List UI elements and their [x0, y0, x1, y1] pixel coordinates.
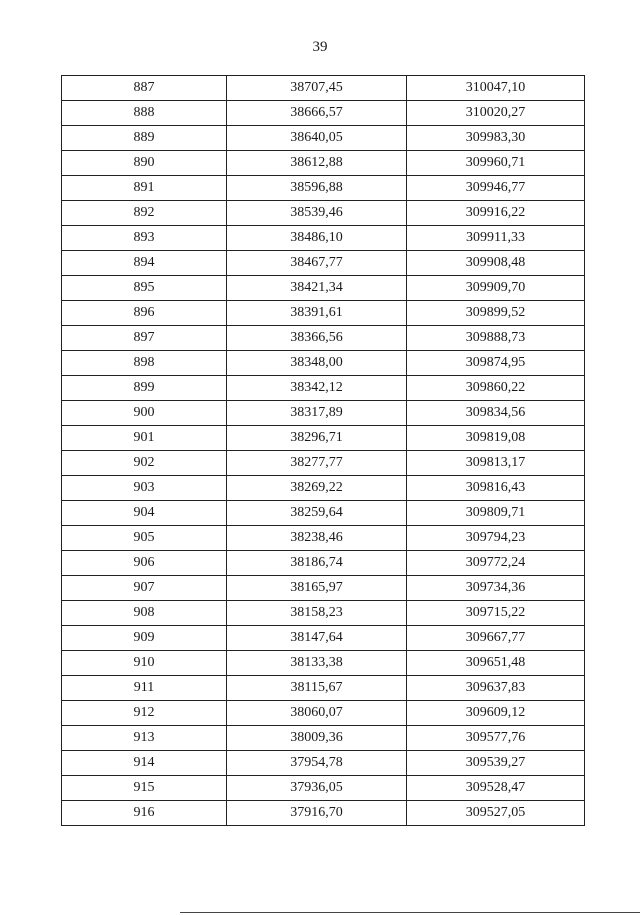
point-number-cell: 914 — [62, 751, 227, 776]
table-row — [62, 501, 585, 526]
y-coordinate-cell: 309772,24 — [407, 551, 585, 576]
point-number-cell: 915 — [62, 776, 227, 801]
table-row — [62, 751, 585, 776]
x-coordinate-cell: 38421,34 — [227, 276, 407, 301]
point-number-cell: 912 — [62, 701, 227, 726]
point-number-cell: 904 — [62, 501, 227, 526]
point-number-cell: 916 — [62, 801, 227, 826]
point-number-cell: 892 — [62, 201, 227, 226]
x-coordinate-cell: 38115,67 — [227, 676, 407, 701]
table-row — [62, 801, 585, 826]
y-coordinate-cell: 309539,27 — [407, 751, 585, 776]
point-number-cell: 907 — [62, 576, 227, 601]
y-coordinate-cell: 309908,48 — [407, 251, 585, 276]
table-row — [62, 151, 585, 176]
y-coordinate-cell: 309609,12 — [407, 701, 585, 726]
table-row — [62, 276, 585, 301]
table-row — [62, 576, 585, 601]
point-number-cell: 894 — [62, 251, 227, 276]
x-coordinate-cell: 38612,88 — [227, 151, 407, 176]
page-number: 39 — [312, 39, 328, 55]
table-row — [62, 376, 585, 401]
coordinates-table-body — [62, 76, 585, 826]
y-coordinate-cell: 310047,10 — [407, 76, 585, 101]
table-row — [62, 676, 585, 701]
x-coordinate-cell: 38158,23 — [227, 601, 407, 626]
table-row — [62, 426, 585, 451]
point-number-cell: 901 — [62, 426, 227, 451]
point-number-cell: 889 — [62, 126, 227, 151]
point-number-cell: 903 — [62, 476, 227, 501]
x-coordinate-cell: 38165,97 — [227, 576, 407, 601]
table-row — [62, 651, 585, 676]
x-coordinate-cell: 37954,78 — [227, 751, 407, 776]
y-coordinate-cell: 309819,08 — [407, 426, 585, 451]
x-coordinate-cell: 38186,74 — [227, 551, 407, 576]
x-coordinate-cell: 38391,61 — [227, 301, 407, 326]
bottom-divider — [180, 912, 640, 913]
y-coordinate-cell: 309715,22 — [407, 601, 585, 626]
point-number-cell: 888 — [62, 101, 227, 126]
y-coordinate-cell: 309860,22 — [407, 376, 585, 401]
y-coordinate-cell: 309667,77 — [407, 626, 585, 651]
point-number-cell: 906 — [62, 551, 227, 576]
y-coordinate-cell: 309816,43 — [407, 476, 585, 501]
table-row — [62, 451, 585, 476]
point-number-cell: 891 — [62, 176, 227, 201]
table-row — [62, 401, 585, 426]
table-row — [62, 126, 585, 151]
table-row — [62, 176, 585, 201]
table-row — [62, 701, 585, 726]
y-coordinate-cell: 309813,17 — [407, 451, 585, 476]
point-number-cell: 905 — [62, 526, 227, 551]
point-number-cell: 911 — [62, 676, 227, 701]
y-coordinate-cell: 309651,48 — [407, 651, 585, 676]
y-coordinate-cell: 309911,33 — [407, 226, 585, 251]
table-row — [62, 226, 585, 251]
point-number-cell: 898 — [62, 351, 227, 376]
y-coordinate-cell: 309528,47 — [407, 776, 585, 801]
table-row — [62, 601, 585, 626]
point-number-cell: 890 — [62, 151, 227, 176]
x-coordinate-cell: 38238,46 — [227, 526, 407, 551]
table-row — [62, 351, 585, 376]
point-number-cell: 887 — [62, 76, 227, 101]
x-coordinate-cell: 38269,22 — [227, 476, 407, 501]
x-coordinate-cell: 38640,05 — [227, 126, 407, 151]
y-coordinate-cell: 309916,22 — [407, 201, 585, 226]
point-number-cell: 902 — [62, 451, 227, 476]
x-coordinate-cell: 38277,77 — [227, 451, 407, 476]
x-coordinate-cell: 38296,71 — [227, 426, 407, 451]
y-coordinate-cell: 309899,52 — [407, 301, 585, 326]
table-row — [62, 476, 585, 501]
y-coordinate-cell: 309834,56 — [407, 401, 585, 426]
table-row — [62, 551, 585, 576]
y-coordinate-cell: 309577,76 — [407, 726, 585, 751]
x-coordinate-cell: 38342,12 — [227, 376, 407, 401]
x-coordinate-cell: 38147,64 — [227, 626, 407, 651]
x-coordinate-cell: 38133,38 — [227, 651, 407, 676]
point-number-cell: 913 — [62, 726, 227, 751]
y-coordinate-cell: 309794,23 — [407, 526, 585, 551]
point-number-cell: 908 — [62, 601, 227, 626]
y-coordinate-cell: 309874,95 — [407, 351, 585, 376]
table-row — [62, 776, 585, 801]
x-coordinate-cell: 37916,70 — [227, 801, 407, 826]
y-coordinate-cell: 309809,71 — [407, 501, 585, 526]
point-number-cell: 896 — [62, 301, 227, 326]
x-coordinate-cell: 38366,56 — [227, 326, 407, 351]
x-coordinate-cell: 37936,05 — [227, 776, 407, 801]
x-coordinate-cell: 38707,45 — [227, 76, 407, 101]
table-row — [62, 251, 585, 276]
x-coordinate-cell: 38596,88 — [227, 176, 407, 201]
table-row — [62, 326, 585, 351]
x-coordinate-cell: 38666,57 — [227, 101, 407, 126]
y-coordinate-cell: 309909,70 — [407, 276, 585, 301]
table-row — [62, 201, 585, 226]
x-coordinate-cell: 38009,36 — [227, 726, 407, 751]
coordinates-table — [61, 75, 585, 826]
y-coordinate-cell: 309527,05 — [407, 801, 585, 826]
point-number-cell: 910 — [62, 651, 227, 676]
point-number-cell: 909 — [62, 626, 227, 651]
y-coordinate-cell: 309637,83 — [407, 676, 585, 701]
x-coordinate-cell: 38467,77 — [227, 251, 407, 276]
x-coordinate-cell: 38259,64 — [227, 501, 407, 526]
y-coordinate-cell: 309888,73 — [407, 326, 585, 351]
point-number-cell: 900 — [62, 401, 227, 426]
point-number-cell: 893 — [62, 226, 227, 251]
y-coordinate-cell: 309734,36 — [407, 576, 585, 601]
x-coordinate-cell: 38317,89 — [227, 401, 407, 426]
x-coordinate-cell: 38539,46 — [227, 201, 407, 226]
table-row — [62, 726, 585, 751]
table-row — [62, 101, 585, 126]
x-coordinate-cell: 38486,10 — [227, 226, 407, 251]
table-row — [62, 301, 585, 326]
y-coordinate-cell: 309983,30 — [407, 126, 585, 151]
y-coordinate-cell: 309960,71 — [407, 151, 585, 176]
point-number-cell: 895 — [62, 276, 227, 301]
x-coordinate-cell: 38348,00 — [227, 351, 407, 376]
table-row — [62, 526, 585, 551]
table-row — [62, 626, 585, 651]
x-coordinate-cell: 38060,07 — [227, 701, 407, 726]
point-number-cell: 897 — [62, 326, 227, 351]
table-row — [62, 76, 585, 101]
y-coordinate-cell: 309946,77 — [407, 176, 585, 201]
y-coordinate-cell: 310020,27 — [407, 101, 585, 126]
point-number-cell: 899 — [62, 376, 227, 401]
